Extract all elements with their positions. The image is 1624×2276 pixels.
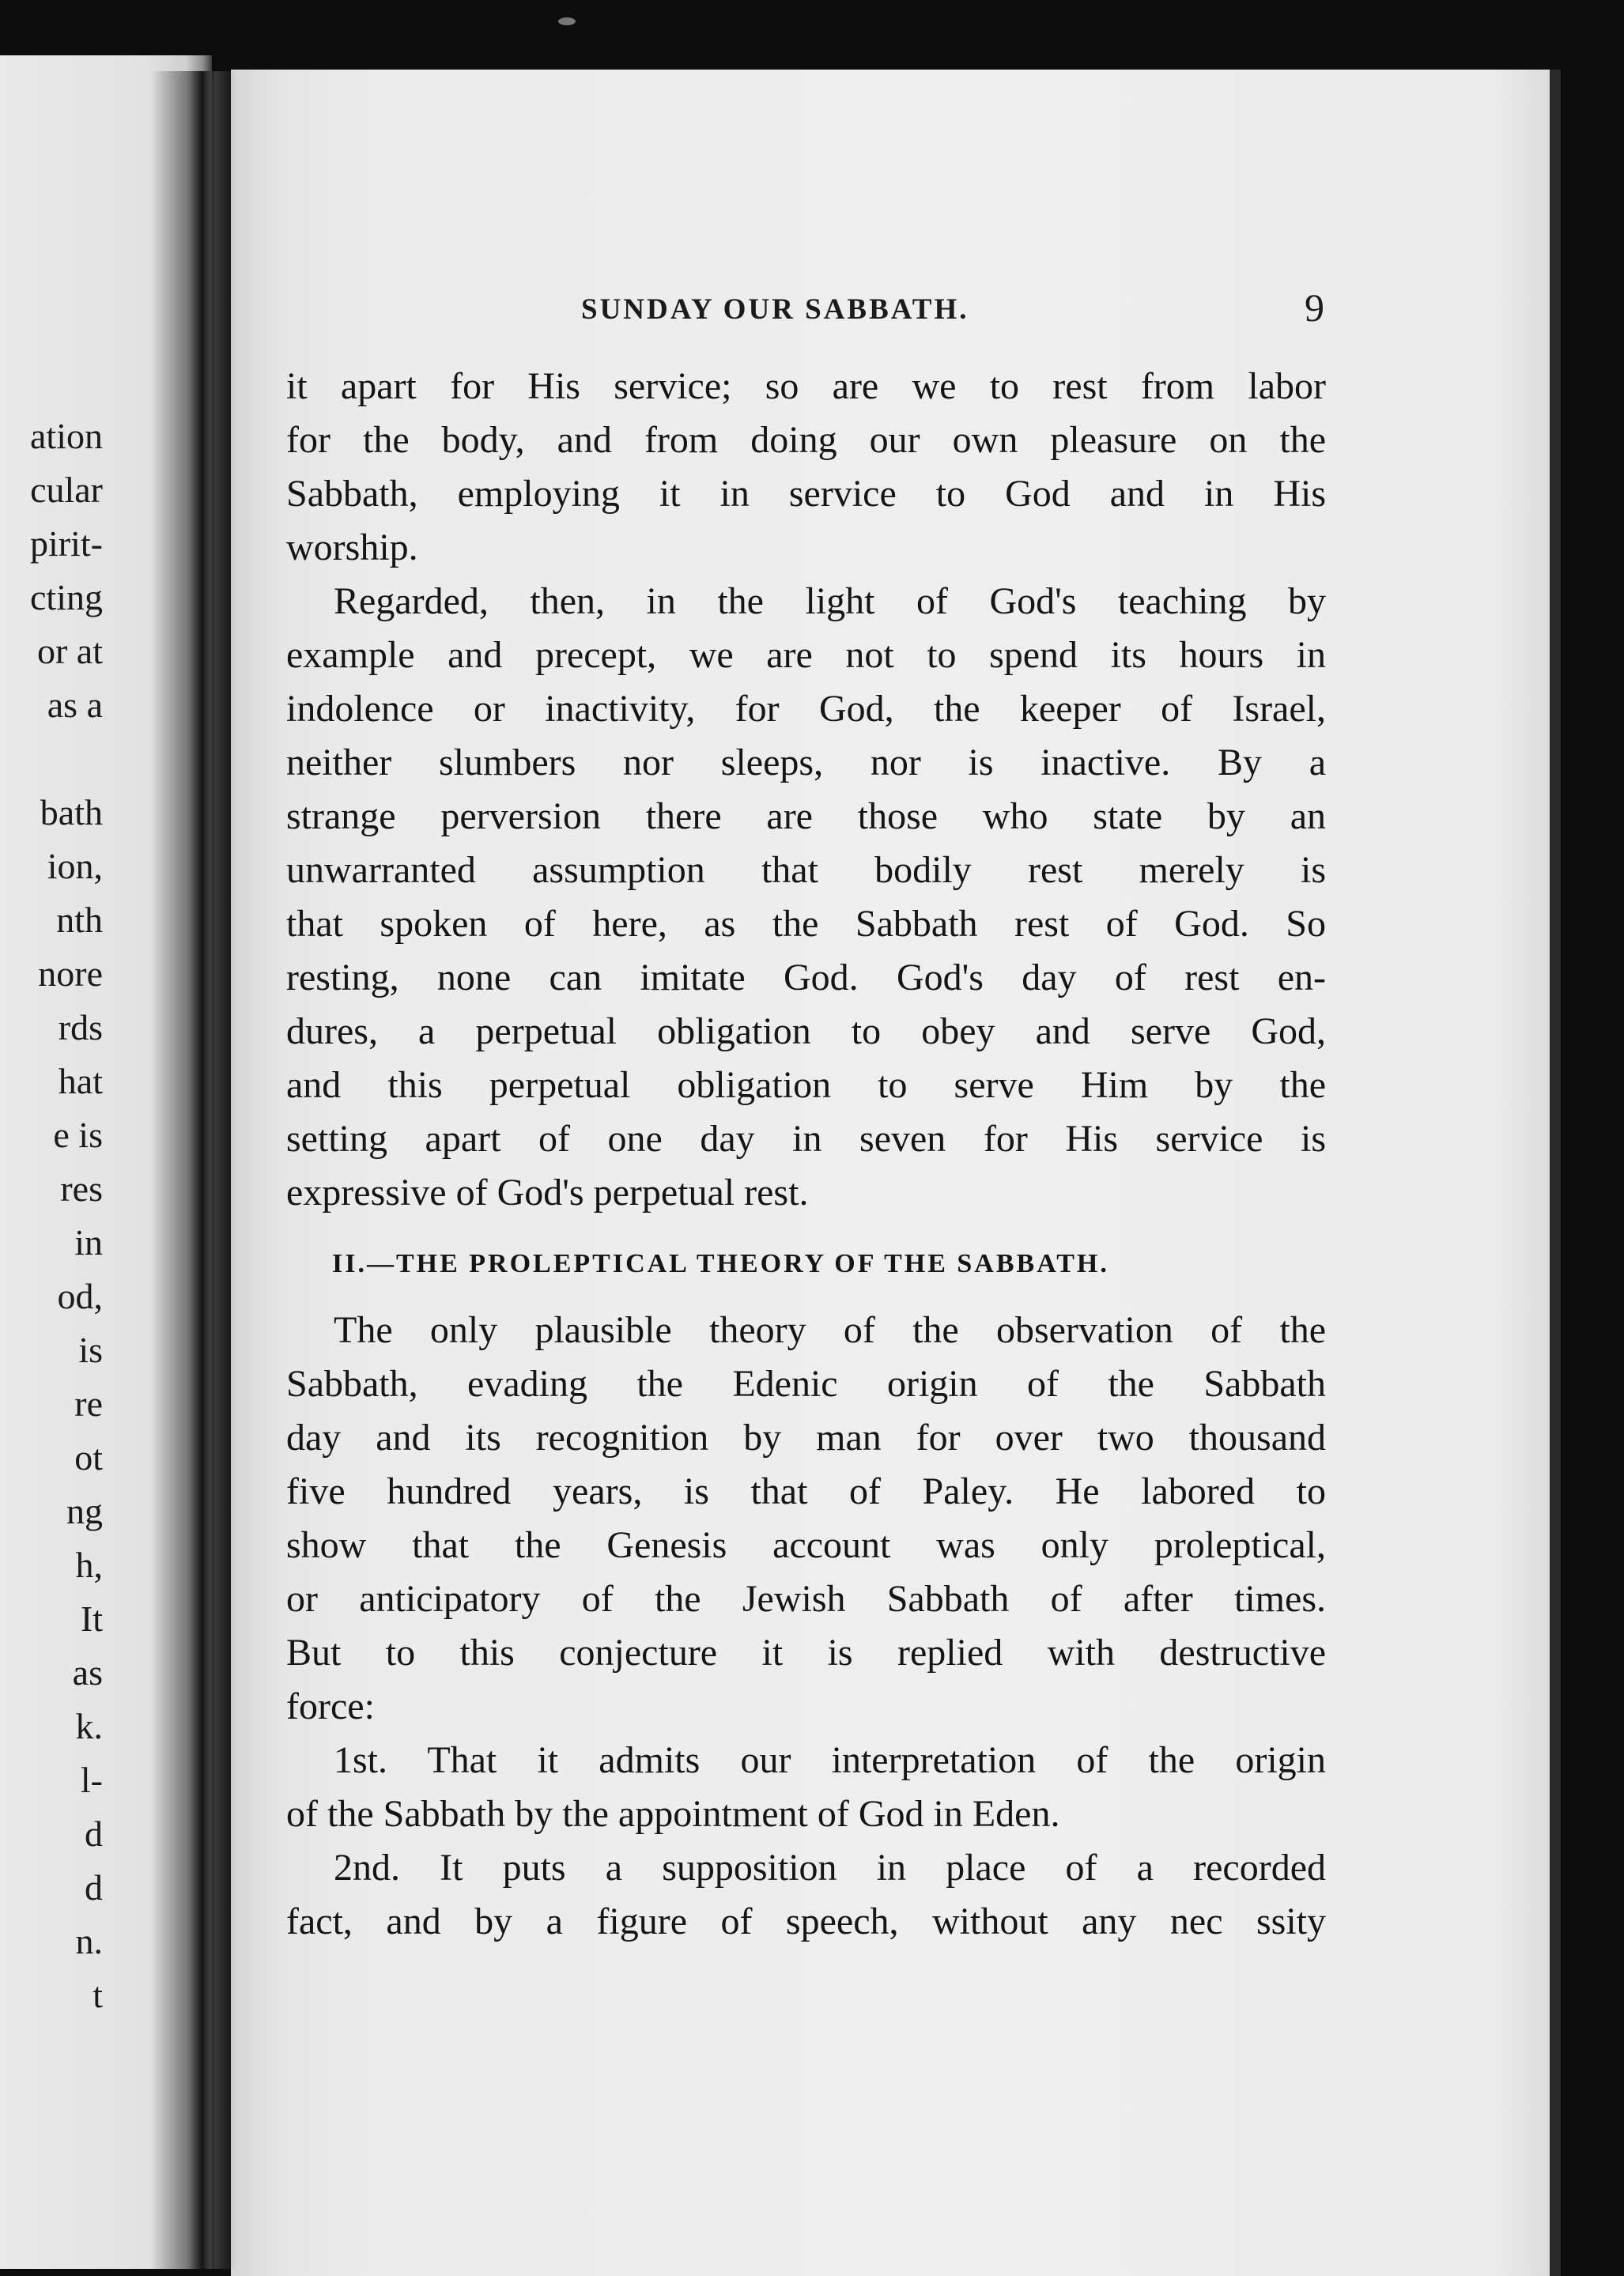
previous-page-line: nore bbox=[38, 953, 103, 994]
text-line: The only plausible theory of the observation of the bbox=[334, 1309, 1326, 1351]
previous-page-line: cular bbox=[30, 470, 103, 510]
text-line: for the body, and from doing our own pleasure on the bbox=[286, 419, 1326, 461]
paragraph-1 bbox=[286, 360, 1326, 575]
text-line: and this perpetual obligation to serve Him by the bbox=[286, 1064, 1326, 1106]
text-line: or anticipatory of the Jewish Sabbath of after times. bbox=[286, 1578, 1326, 1620]
previous-page-line: h, bbox=[75, 1545, 103, 1585]
previous-page-line: It bbox=[80, 1598, 103, 1639]
previous-page-line: k. bbox=[75, 1706, 103, 1746]
section-heading: II.—THE PROLEPTICAL THEORY OF THE SABBATH. bbox=[332, 1249, 1109, 1278]
previous-page-line: ng bbox=[66, 1491, 103, 1531]
previous-page-line: nth bbox=[56, 900, 103, 940]
previous-page-line: t bbox=[93, 1975, 103, 2015]
text-line: 2nd. It puts a supposition in place of a recorded bbox=[334, 1847, 1326, 1889]
text-line: expressive of God's perpetual rest. bbox=[286, 1172, 809, 1213]
text-line: Sabbath, employing it in service to God and in His bbox=[286, 473, 1326, 515]
previous-page-line: or at bbox=[36, 631, 103, 671]
previous-page-line: ion, bbox=[47, 846, 103, 886]
paragraph-3 bbox=[286, 1304, 1326, 1734]
previous-page-line: re bbox=[74, 1383, 103, 1424]
page-body bbox=[286, 360, 1326, 1949]
previous-page-line: ation bbox=[30, 416, 103, 456]
previous-page-line: as bbox=[72, 1652, 103, 1693]
binding-gutter bbox=[150, 71, 237, 2269]
text-line: force: bbox=[286, 1685, 375, 1727]
text-line: dures, a perpetual obligation to obey and serve God, bbox=[286, 1010, 1326, 1052]
page-number: 9 bbox=[1305, 285, 1324, 330]
text-line: worship. bbox=[286, 527, 418, 568]
previous-page-line: bath bbox=[40, 792, 103, 832]
text-line: Sabbath, evading the Edenic origin of the Sabbath bbox=[286, 1363, 1326, 1405]
page-edge-shadow bbox=[1550, 70, 1561, 2276]
previous-page-line: is bbox=[78, 1330, 103, 1370]
previous-page-line: in bbox=[74, 1222, 103, 1263]
previous-page-line: res bbox=[60, 1168, 103, 1209]
text-line: show that the Genesis account was only proleptical, bbox=[286, 1524, 1326, 1566]
previous-page-line: n. bbox=[75, 1921, 103, 1961]
text-line: of the Sabbath by the appointment of God in Eden. bbox=[286, 1793, 1060, 1835]
scan-speck bbox=[558, 17, 576, 25]
previous-page-line: pirit- bbox=[30, 523, 103, 564]
running-head: SUNDAY OUR SABBATH. bbox=[581, 293, 969, 326]
text-line: But to this conjecture it is replied with destructive bbox=[286, 1632, 1326, 1674]
text-line: strange perversion there are those who state by an bbox=[286, 795, 1326, 837]
text-line: example and precept, we are not to spend its hours in bbox=[286, 634, 1326, 676]
text-line: it apart for His service; so are we to rest from labor bbox=[286, 365, 1326, 407]
previous-page-line: od, bbox=[57, 1276, 103, 1316]
text-line: neither slumbers nor sleeps, nor is inactive. By a bbox=[286, 742, 1326, 783]
paragraph-2 bbox=[286, 575, 1326, 1220]
previous-page-text bbox=[0, 410, 103, 2022]
previous-page-line: as a bbox=[47, 685, 103, 725]
paragraph-5 bbox=[286, 1841, 1326, 1949]
paragraph-4 bbox=[286, 1734, 1326, 1841]
text-line: fact, and by a figure of speech, without any nec ssity bbox=[286, 1900, 1326, 1942]
previous-page-line: l- bbox=[80, 1760, 103, 1800]
text-line: Regarded, then, in the light of God's teaching by bbox=[334, 580, 1326, 622]
text-line: five hundred years, is that of Paley. He labored to bbox=[286, 1470, 1326, 1512]
text-line: setting apart of one day in seven for His service is bbox=[286, 1118, 1326, 1160]
previous-page-line: e is bbox=[53, 1115, 103, 1155]
text-line: indolence or inactivity, for God, the keeper of Israel, bbox=[286, 688, 1326, 730]
previous-page-line bbox=[0, 732, 103, 786]
text-line: unwarranted assumption that bodily rest merely is bbox=[286, 849, 1326, 891]
text-line: that spoken of here, as the Sabbath rest of God. So bbox=[286, 903, 1326, 945]
previous-page-line: d bbox=[85, 1867, 103, 1908]
previous-page-line: cting bbox=[30, 577, 103, 617]
previous-page-line: rds bbox=[58, 1007, 103, 1047]
text-line: resting, none can imitate God. God's day of rest en- bbox=[286, 957, 1326, 998]
page-header bbox=[360, 285, 1324, 332]
text-line: day and its recognition by man for over two thousand bbox=[286, 1417, 1326, 1459]
previous-page-line: hat bbox=[58, 1061, 103, 1101]
previous-page-line: d bbox=[85, 1814, 103, 1854]
previous-page-line: ot bbox=[74, 1437, 103, 1478]
text-line: 1st. That it admits our interpretation of the origin bbox=[334, 1739, 1326, 1781]
